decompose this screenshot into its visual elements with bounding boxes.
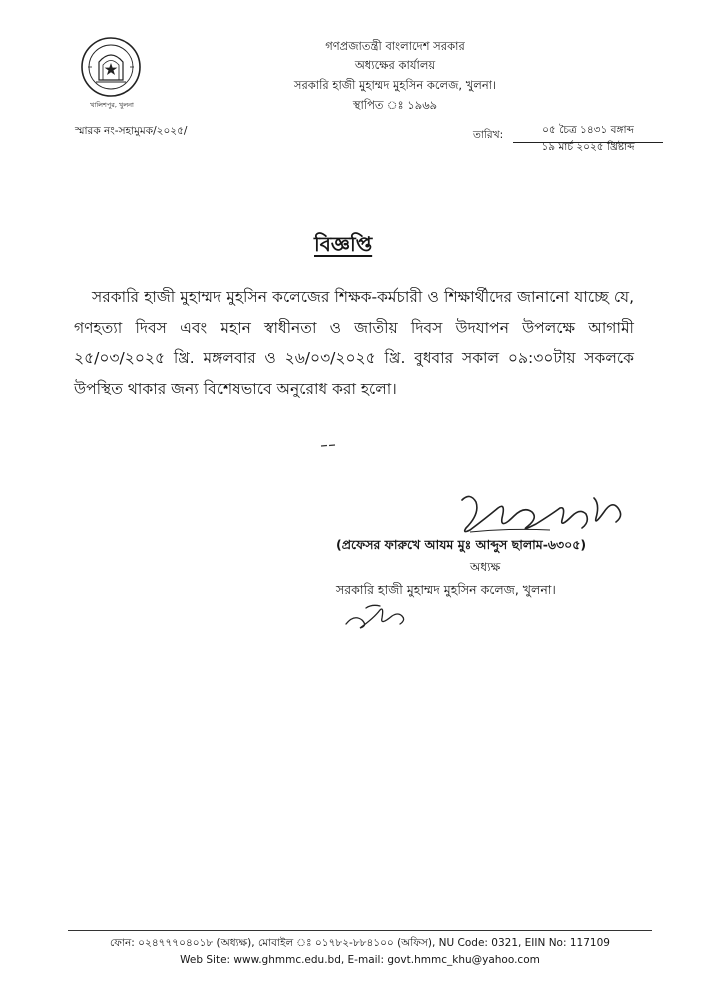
government-name: গণপ্রজাতন্ত্রী বাংলাদেশ সরকার <box>325 39 465 53</box>
notice-title: বিজ্ঞপ্তি <box>314 232 373 256</box>
established-year: স্থাপিত ঃ ১৯৬৯ <box>352 98 438 112</box>
memo-number: স্মারক নং-সহামুমক/২০২৫/ <box>75 125 188 137</box>
footer-contact: ফোন: ০২৪৭৭৭০৪০১৮ (অধ্যক্ষ), মোবাইল ঃ ০১৭৮২-৮৮৪১০০ (অফিস), NU Code: 0321, EIIN No: 117109 <box>110 937 610 949</box>
ink-mark <box>320 443 336 448</box>
college-seal-icon <box>80 36 142 98</box>
signatory-title: অধ্যক্ষ <box>470 560 501 574</box>
college-name: সরকারি হাজী মুহাম্মদ মুহসিন কলেজ, খুলনা। <box>293 78 497 92</box>
footer-web: Web Site: www.ghmmc.edu.bd, E-mail: govt.hmmc_khu@yahoo.com <box>180 954 540 966</box>
date-english: ১৯ মার্চ ২০২৫ খ্রিষ্টাব্দ <box>541 141 635 153</box>
signatory-name: (প্রফেসর ফারুখে আযম মুঃ আব্দুস ছালাম-৬৩০৫) <box>336 537 587 552</box>
footer-divider <box>68 930 652 931</box>
office-name: অধ্যক্ষের কার্যালয় <box>354 58 436 72</box>
notice-body: সরকারি হাজী মুহাম্মদ মুহসিন কলেজের শিক্ষক-কর্মচারী ও শিক্ষার্থীদের জানানো যাচ্ছে যে, গণহত্যা দিবস এবং মহান স্বাধীনতা ও জাতীয় দিবস উদযাপন উপলক্ষে আগামী ২৫/০৩/২০২৫ খ্রি. মঙ্গলবার ও ২৬/০৩/২০২৫ খ্রি. বুধবার সকাল ০৯:৩০টায় সকলকে উপস্থিত থাকার জন্য বিশেষভাবে অনুরোধ করা হলো। <box>74 288 634 398</box>
date-bangla: ০৫ চৈত্র ১৪৩১ বঙ্গাব্দ <box>513 123 663 143</box>
logo-caption: খালিশপুর, খুলনা <box>90 101 134 109</box>
initial-signature-image <box>340 598 420 632</box>
signatory-college: সরকারি হাজী মুহাম্মদ মুহসিন কলেজ, খুলনা। <box>336 582 556 597</box>
date-label: তারিখ: <box>473 129 504 141</box>
